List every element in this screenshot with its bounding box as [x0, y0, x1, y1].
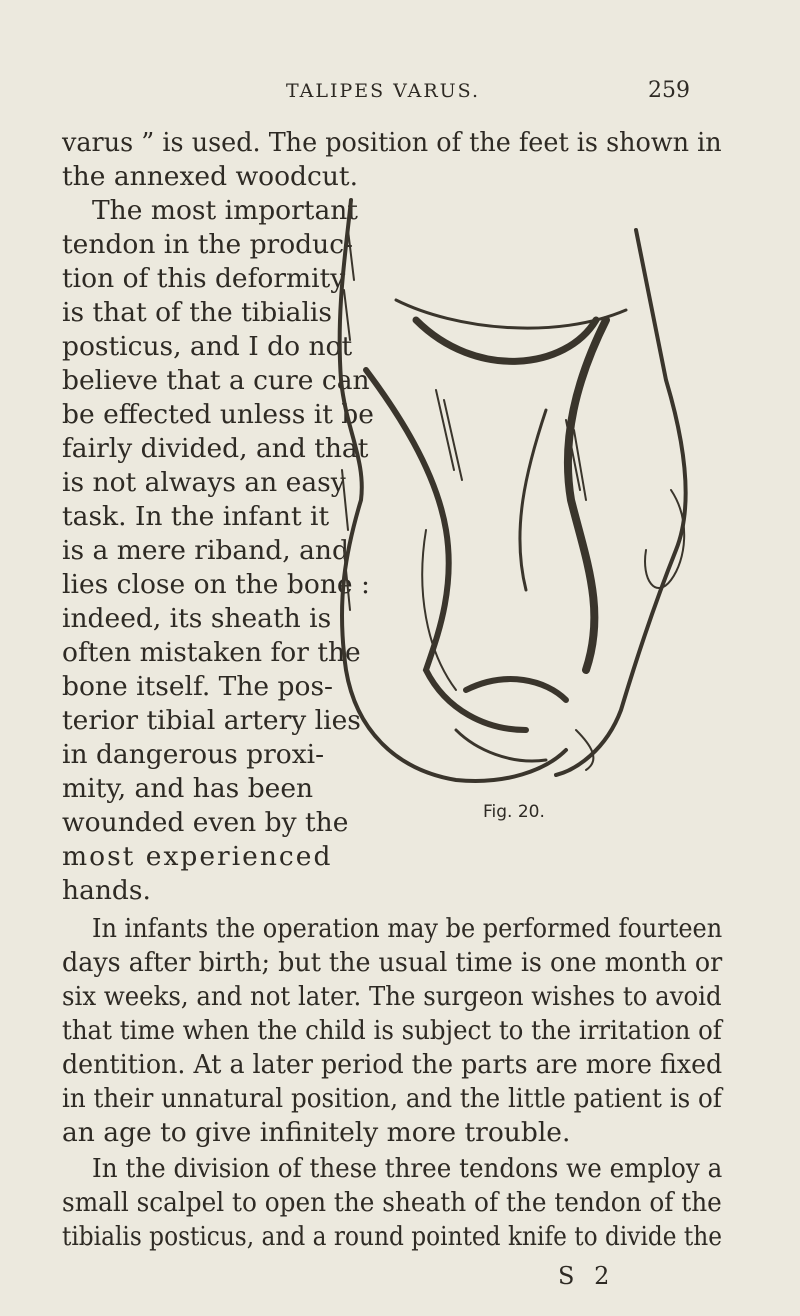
text-line: indeed, its sheath is	[62, 603, 332, 634]
text-line: tendon in the produc-	[62, 229, 354, 260]
text-line: mity, and has been	[62, 773, 314, 804]
text-line: the annexed woodcut.	[62, 161, 358, 192]
text-line: in their unnatural position, and the little patient is of	[62, 1083, 722, 1114]
text-line: in dangerous proxi-	[62, 739, 325, 770]
text-line: lies close on the bone :	[62, 569, 370, 600]
text-line: small scalpel to open the sheath of the tendon of the	[62, 1187, 722, 1218]
text-line: task. In the infant it	[62, 501, 330, 532]
text-line: that time when the child is subject to the irritation of	[62, 1015, 722, 1046]
text-line: The most important	[92, 195, 358, 226]
text-line: bone itself. The pos-	[62, 671, 334, 702]
figure-caption: Fig. 20.	[483, 802, 545, 822]
text-line: dentition. At a later period the parts are more fixed	[62, 1049, 723, 1080]
text-line: is not always an easy	[62, 467, 346, 498]
text-line: often mistaken for the	[62, 637, 361, 668]
text-line: In infants the operation may be performed fourteen	[92, 913, 723, 944]
text-line: wounded even by the	[62, 807, 349, 838]
text-line: six weeks, and not later. The surgeon wishes to avoid	[62, 981, 722, 1012]
text-line: varus ” is used. The position of the feet is shown in	[62, 127, 722, 158]
text-line: days after birth; but the usual time is one month or	[62, 947, 723, 978]
text-line: believe that a cure can	[62, 365, 370, 396]
woodcut-figure	[336, 170, 706, 800]
page-number: 259	[648, 78, 690, 103]
text-line: is a mere riband, and	[62, 535, 349, 566]
text-line: tibialis posticus, and a round pointed knife to divide the	[62, 1221, 723, 1252]
feet-woodcut-illustration	[336, 170, 706, 800]
text-line: In the division of these three tendons we employ a	[92, 1153, 723, 1184]
text-line: fairly divided, and that	[62, 433, 369, 464]
text-line: posticus, and I do not	[62, 331, 353, 362]
text-line: hands.	[62, 875, 151, 906]
text-line: terior tibial artery lies	[62, 705, 361, 736]
text-line: most experienced	[62, 841, 333, 872]
page-header	[0, 80, 800, 110]
text-line: be effected unless it be	[62, 399, 374, 430]
signature-mark: S 2	[558, 1262, 616, 1290]
running-title: TALIPES VARUS.	[286, 80, 481, 102]
text-line: is that of the tibialis	[62, 297, 333, 328]
text-line: tion of this deformity	[62, 263, 346, 294]
text-line: an age to give infinitely more trouble.	[62, 1117, 571, 1148]
